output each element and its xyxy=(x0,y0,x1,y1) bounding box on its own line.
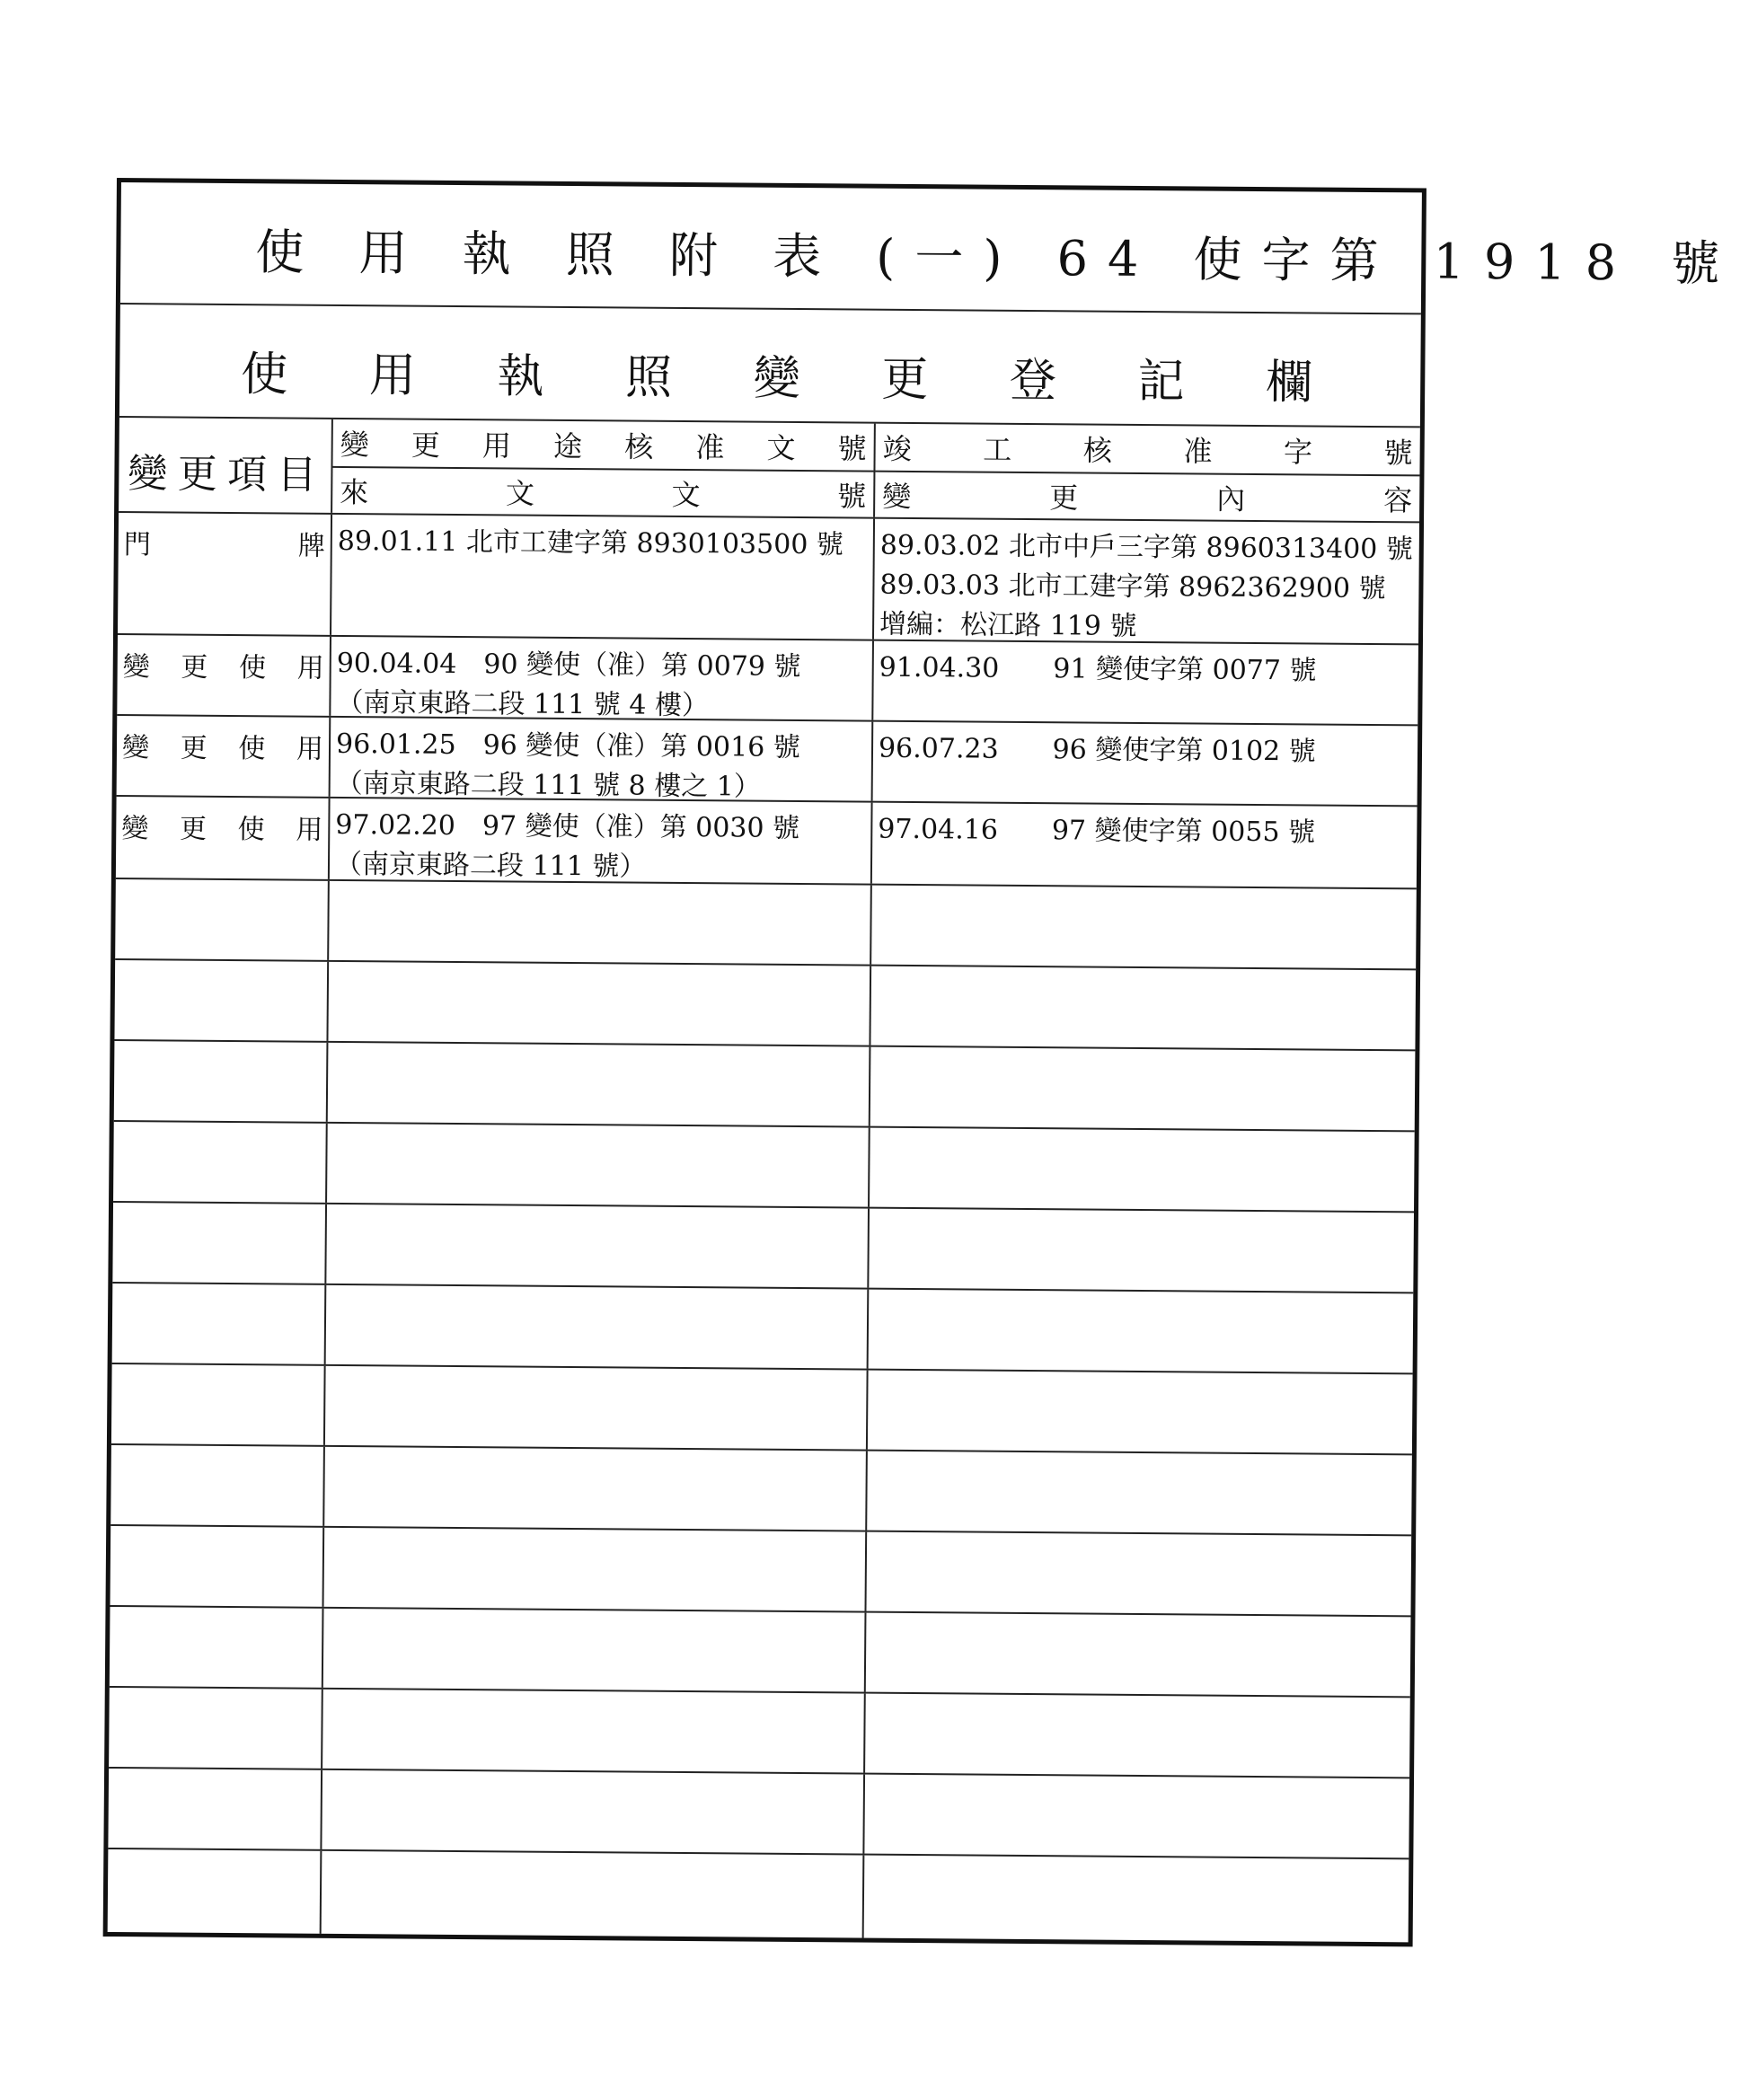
header-char: 號 xyxy=(837,431,867,466)
item-char: 用 xyxy=(296,733,324,765)
title-row xyxy=(120,182,1740,314)
header-char: 竣 xyxy=(882,431,912,466)
empty-cell xyxy=(325,1366,869,1450)
header-char: 號 xyxy=(837,479,867,514)
empty-cell xyxy=(114,1041,329,1122)
heading-char: 照 xyxy=(624,350,673,405)
heading-char: 使 xyxy=(241,348,288,402)
empty-row xyxy=(114,960,1416,1051)
item-char: 牌 xyxy=(297,530,325,562)
item-char: 用 xyxy=(296,814,323,846)
empty-cell xyxy=(111,1364,326,1445)
header-char: 准 xyxy=(1183,434,1213,469)
header-char: 變 xyxy=(882,479,912,514)
empty-cell xyxy=(324,1528,868,1611)
completion-column-header xyxy=(875,424,1420,522)
heading-char: 執 xyxy=(497,349,544,404)
subtitle-row xyxy=(119,304,1421,428)
empty-row xyxy=(112,1203,1414,1293)
header-char: 項 xyxy=(226,451,273,499)
item-char: 門 xyxy=(123,529,151,561)
approval-line: 97.02.20 97 變使（准）第 0030 號 xyxy=(335,808,800,844)
heading-char: 記 xyxy=(1137,354,1185,410)
table-row xyxy=(117,635,1418,726)
completion-line: 89.03.03 北市工建字第 8962362900 號 xyxy=(879,569,1386,605)
item-cell xyxy=(116,797,331,879)
completion-line: 97.04.16 97 變使字第 0055 號 xyxy=(878,813,1316,849)
item-label xyxy=(124,522,325,563)
table-row xyxy=(117,716,1418,807)
completion-entry xyxy=(879,649,1415,693)
empty-row xyxy=(110,1445,1412,1536)
empty-cell xyxy=(324,1447,868,1531)
item-char: 使 xyxy=(238,733,266,765)
approval-cell xyxy=(331,718,874,801)
completion-cell xyxy=(873,722,1418,806)
approval-entry xyxy=(336,725,869,808)
item-cell xyxy=(117,635,331,716)
empty-cell xyxy=(108,1769,322,1849)
approval-line: 96.01.25 96 變使（准）第 0016 號 xyxy=(335,728,800,763)
empty-cell xyxy=(870,1047,1416,1131)
header-char: 准 xyxy=(695,430,725,465)
empty-row xyxy=(114,1041,1416,1132)
table-row xyxy=(116,797,1418,889)
header-char: 變 xyxy=(340,427,369,463)
heading-char: 更 xyxy=(881,352,929,408)
approval-entry xyxy=(335,806,868,889)
empty-cell xyxy=(113,1122,328,1203)
header-char: 來 xyxy=(340,474,369,510)
header-char: 文 xyxy=(671,477,701,513)
header-char: 途 xyxy=(552,428,583,464)
header-char: 更 xyxy=(177,451,223,498)
approval-header-top xyxy=(332,419,873,472)
form-title: 使 用 執 照 附 表 (一) 64 使字第 1918 號 xyxy=(255,224,1740,293)
header-char: 文 xyxy=(766,430,796,465)
empty-cell xyxy=(869,1209,1414,1293)
empty-cell xyxy=(870,1128,1415,1212)
header-char: 目 xyxy=(277,452,322,499)
item-char: 變 xyxy=(122,651,150,684)
header-char: 更 xyxy=(411,428,440,463)
completion-header-top xyxy=(875,424,1419,477)
item-char: 變 xyxy=(121,732,150,764)
empty-row xyxy=(110,1526,1412,1617)
header-char: 用 xyxy=(481,428,512,463)
item-char: 更 xyxy=(180,732,208,764)
license-form xyxy=(103,178,1740,1946)
approval-entry xyxy=(336,644,869,728)
approval-line: 89.01.11 北市工建字第 8930103500 號 xyxy=(337,525,844,561)
empty-row xyxy=(108,1849,1409,1942)
heading-char: 用 xyxy=(368,349,417,403)
completion-line: 89.03.02 北市中戶三字第 8960313400 號 xyxy=(879,529,1414,566)
approval-line: （南京東路二段 111 號 8 樓之 1） xyxy=(335,767,761,803)
completion-entry xyxy=(878,810,1413,854)
item-char: 使 xyxy=(237,814,265,846)
header-char: 核 xyxy=(1082,433,1113,468)
empty-cell xyxy=(865,1694,1410,1778)
empty-cell xyxy=(110,1445,325,1526)
empty-cell xyxy=(322,1851,865,1938)
heading-char: 欄 xyxy=(1265,356,1313,410)
empty-cell xyxy=(870,966,1416,1050)
empty-cell xyxy=(322,1690,866,1773)
completion-line: 91.04.30 91 變使字第 0077 號 xyxy=(879,651,1317,687)
completion-cell xyxy=(872,803,1418,888)
empty-cell xyxy=(328,962,871,1046)
empty-row xyxy=(109,1688,1410,1778)
approval-line: （南京東路二段 111 號 4 樓） xyxy=(336,686,710,722)
item-label xyxy=(121,806,322,847)
header-char: 字 xyxy=(1283,435,1313,470)
empty-cell xyxy=(112,1284,327,1364)
empty-cell xyxy=(114,960,329,1041)
approval-line: 90.04.04 90 變使（准）第 0079 號 xyxy=(336,647,801,683)
completion-header-bottom xyxy=(875,472,1419,522)
empty-cell xyxy=(110,1526,325,1607)
header-char: 變 xyxy=(128,451,173,498)
empty-cell xyxy=(871,886,1417,969)
header-char: 文 xyxy=(505,476,535,511)
empty-row xyxy=(110,1607,1411,1698)
completion-cell xyxy=(874,519,1419,644)
completion-entry xyxy=(879,729,1414,773)
header-char: 號 xyxy=(1383,436,1413,471)
empty-cell xyxy=(323,1609,867,1692)
header-char: 核 xyxy=(624,429,654,464)
empty-cell xyxy=(322,1770,865,1854)
empty-cell xyxy=(327,1124,870,1207)
table-row xyxy=(118,513,1419,645)
empty-cell xyxy=(329,881,872,965)
empty-row xyxy=(112,1284,1414,1374)
column-header-row xyxy=(119,418,1420,523)
heading-char: 變 xyxy=(753,351,800,406)
approval-cell xyxy=(330,799,873,884)
approval-cell xyxy=(331,637,874,720)
empty-cell xyxy=(112,1203,327,1284)
item-char: 更 xyxy=(179,813,208,845)
empty-cell xyxy=(868,1371,1413,1454)
empty-row xyxy=(113,1122,1415,1213)
empty-cell xyxy=(867,1451,1412,1535)
empty-cell xyxy=(109,1688,323,1769)
empty-cell xyxy=(864,1856,1409,1943)
empty-cell xyxy=(866,1613,1411,1697)
approval-column-header xyxy=(332,419,876,517)
item-char: 用 xyxy=(296,652,324,684)
empty-cell xyxy=(326,1204,870,1288)
header-char: 內 xyxy=(1216,481,1246,516)
item-char: 變 xyxy=(121,813,149,845)
item-cell xyxy=(117,716,331,797)
item-char: 使 xyxy=(238,652,267,684)
section-heading xyxy=(119,335,1421,412)
header-char: 容 xyxy=(1383,483,1413,518)
empty-row xyxy=(108,1769,1409,1859)
item-label xyxy=(122,725,323,766)
item-cell xyxy=(118,513,332,635)
header-char: 工 xyxy=(983,432,1012,467)
approval-header-bottom xyxy=(332,468,873,517)
empty-row xyxy=(115,879,1417,970)
approval-line: （南京東路二段 111 號） xyxy=(334,848,647,883)
completion-line: 96.07.23 96 變使字第 0102 號 xyxy=(878,732,1316,768)
empty-cell xyxy=(864,1775,1409,1858)
empty-cell xyxy=(115,879,330,960)
approval-entry xyxy=(338,522,870,566)
empty-cell xyxy=(869,1290,1414,1373)
empty-cell xyxy=(110,1607,324,1688)
item-label xyxy=(123,644,324,685)
header-char: 更 xyxy=(1049,481,1079,516)
item-column-header xyxy=(119,418,333,513)
empty-cell xyxy=(328,1043,871,1126)
empty-cell xyxy=(866,1532,1411,1616)
completion-line: 增編：松江路 119 號 xyxy=(879,608,1137,642)
empty-row xyxy=(111,1364,1413,1455)
item-header-label xyxy=(119,441,331,500)
heading-char: 登 xyxy=(1009,353,1057,409)
approval-cell xyxy=(331,515,875,640)
empty-cell xyxy=(326,1285,870,1369)
item-char: 更 xyxy=(181,651,208,684)
completion-cell xyxy=(873,641,1418,725)
empty-cell xyxy=(108,1849,322,1934)
completion-entry xyxy=(879,526,1416,649)
